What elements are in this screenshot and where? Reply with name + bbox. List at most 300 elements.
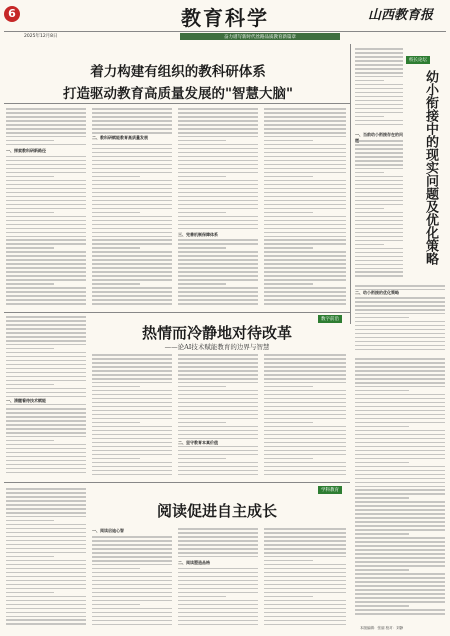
text-line [92, 422, 140, 424]
text-line [264, 287, 346, 289]
text-line [6, 144, 86, 146]
text-line [178, 608, 258, 610]
text-line [178, 168, 258, 170]
text-line [6, 220, 86, 222]
text-line [178, 140, 226, 142]
text-line [355, 458, 445, 460]
sidebar-intro [355, 48, 403, 128]
text-line [92, 283, 140, 285]
text-line [355, 60, 403, 62]
text-line [178, 366, 258, 368]
middle-column-2 [92, 354, 172, 478]
text-line [355, 513, 445, 515]
text-line [264, 438, 346, 440]
text-line [264, 458, 313, 460]
text-line [6, 492, 86, 494]
text-line [178, 414, 258, 416]
text-line [355, 116, 384, 118]
issue-date: 2025年12月8日 [24, 34, 58, 39]
text-line [264, 556, 346, 558]
text-line [92, 556, 172, 558]
text-line [178, 271, 258, 273]
text-line [92, 454, 172, 456]
text-line [264, 572, 346, 574]
page-number-text: 6 [8, 7, 16, 20]
text-line [178, 584, 258, 586]
text-line [355, 120, 403, 122]
text-line [6, 324, 86, 326]
text-line [178, 600, 258, 602]
text-line [6, 580, 86, 582]
text-line [178, 362, 258, 364]
text-line [6, 108, 86, 110]
text-line [6, 316, 86, 318]
text-line [355, 430, 445, 432]
text-line [355, 184, 403, 186]
text-line [92, 358, 172, 360]
text-line [355, 305, 445, 307]
text-line [6, 388, 86, 390]
text-line [264, 474, 346, 476]
text-line [264, 251, 346, 253]
text-line [6, 271, 86, 273]
text-line [6, 224, 86, 226]
text-line [264, 283, 313, 285]
text-line [355, 470, 445, 472]
text-line [92, 232, 172, 234]
text-line [355, 601, 445, 603]
text-line [6, 528, 86, 530]
text-line [264, 402, 346, 404]
text-line [92, 120, 172, 122]
text-line [92, 354, 172, 356]
text-line [178, 544, 258, 546]
text-line [6, 124, 86, 126]
text-line [92, 390, 172, 392]
text-line [355, 160, 403, 162]
text-line [178, 552, 258, 554]
text-line [178, 616, 258, 618]
text-line [178, 120, 258, 122]
text-line [178, 410, 258, 412]
text-line [355, 345, 445, 347]
text-line [178, 556, 258, 558]
text-line [92, 287, 172, 289]
text-line [6, 184, 86, 186]
text-line [6, 208, 86, 210]
text-line [355, 236, 403, 238]
middle-subtitle: ——论AI技术赋能教育的边界与智慧 [164, 343, 270, 351]
text-line [355, 438, 445, 440]
text-line [355, 192, 403, 194]
text-line [355, 585, 445, 587]
bottom-subhead-2: 二、阅读塑造品格 [178, 560, 258, 566]
text-line [6, 188, 86, 190]
text-line [92, 144, 172, 146]
text-line [6, 128, 86, 130]
text-line [355, 386, 445, 388]
text-line [264, 450, 346, 452]
text-line [178, 188, 258, 190]
text-line [178, 450, 258, 452]
text-line [355, 597, 445, 599]
text-line [355, 156, 403, 158]
text-line [355, 248, 403, 250]
text-line [355, 216, 403, 218]
text-line [355, 609, 445, 611]
text-line [355, 406, 445, 408]
text-line [355, 426, 409, 428]
text-line [355, 240, 403, 242]
text-line [92, 204, 172, 206]
text-line [355, 68, 403, 70]
text-line [178, 576, 258, 578]
text-line [92, 196, 172, 198]
text-line [178, 243, 258, 245]
text-line [264, 414, 346, 416]
text-line [355, 557, 445, 559]
text-line [92, 552, 172, 554]
text-line [92, 200, 172, 202]
text-line [178, 358, 258, 360]
text-line [178, 402, 258, 404]
text-line [178, 528, 258, 530]
text-line [355, 374, 445, 376]
text-line [92, 208, 172, 210]
text-line [264, 120, 346, 122]
text-line [178, 148, 258, 150]
sidebar-subhead-2: 二、幼小衔接的优化策略 [355, 290, 445, 296]
text-line [178, 434, 258, 436]
text-line [264, 259, 346, 261]
text-line [264, 188, 346, 190]
text-line [355, 301, 445, 303]
text-line [6, 544, 86, 546]
text-line [355, 84, 403, 86]
text-line [355, 252, 403, 254]
lead-subhead-1: 一、探索教科研新路径 [6, 148, 86, 154]
text-line [92, 402, 172, 404]
text-line [92, 592, 172, 594]
bottom-column-2 [92, 536, 172, 628]
text-line [355, 148, 403, 150]
text-line [264, 160, 346, 162]
text-line [92, 620, 172, 622]
text-line [92, 160, 172, 162]
text-line [355, 446, 445, 448]
middle-column-3 [178, 354, 258, 478]
text-line [178, 251, 258, 253]
lead-column-4 [264, 108, 346, 308]
text-line [264, 224, 346, 226]
text-line [6, 344, 86, 346]
text-line [178, 454, 258, 456]
text-line [355, 505, 445, 507]
text-line [6, 360, 86, 362]
text-line [178, 354, 258, 356]
text-line [355, 204, 403, 206]
text-line [6, 488, 86, 490]
text-line [6, 496, 86, 498]
text-line [6, 140, 54, 142]
text-line [92, 116, 172, 118]
middle-tag: 数字前沿 [318, 315, 342, 323]
text-line [6, 295, 86, 297]
text-line [355, 275, 403, 277]
text-line [178, 474, 258, 476]
text-line [355, 489, 445, 491]
text-line [92, 251, 172, 253]
text-line [92, 220, 172, 222]
text-line [92, 132, 172, 134]
text-line [92, 624, 172, 626]
text-line [264, 604, 346, 606]
text-line [6, 412, 86, 414]
text-line [178, 255, 258, 257]
text-line [92, 434, 172, 436]
bottom-subhead-1: 一、阅读启迪心智 [92, 528, 124, 533]
text-line [6, 364, 86, 366]
text-line [355, 390, 409, 392]
text-line [264, 410, 346, 412]
text-line [178, 466, 258, 468]
text-line [6, 600, 86, 602]
text-line [355, 220, 403, 222]
text-line [6, 291, 86, 293]
text-line [6, 564, 86, 566]
text-line [355, 112, 403, 114]
text-line [92, 414, 172, 416]
masthead-rule [4, 31, 446, 32]
text-line [92, 584, 172, 586]
text-line [92, 263, 172, 265]
text-line [355, 493, 445, 495]
text-line [6, 168, 86, 170]
text-line [178, 164, 258, 166]
text-line [6, 380, 86, 382]
text-line [6, 255, 86, 257]
text-line [178, 156, 258, 158]
middle-divider [4, 312, 350, 313]
text-line [6, 368, 86, 370]
text-line [92, 446, 172, 448]
text-line [355, 370, 445, 372]
text-line [264, 303, 346, 305]
text-line [264, 394, 346, 396]
text-line [355, 541, 445, 543]
text-line [92, 458, 140, 460]
text-line [6, 384, 54, 386]
text-line [355, 474, 445, 476]
text-line [6, 604, 86, 606]
text-line [264, 184, 346, 186]
text-line [92, 588, 172, 590]
text-line [6, 612, 86, 614]
text-line [264, 172, 346, 174]
text-line [92, 291, 172, 293]
text-line [264, 164, 346, 166]
text-line [355, 462, 409, 464]
text-line [355, 321, 445, 323]
text-line [355, 605, 409, 607]
text-line [178, 462, 258, 464]
text-line [264, 382, 346, 384]
middle-subhead-1: 一、清醒看待技术赋能 [6, 398, 86, 404]
text-line [355, 553, 445, 555]
text-line [92, 374, 172, 376]
text-line [178, 263, 258, 265]
text-line [6, 376, 86, 378]
text-line [6, 156, 86, 158]
text-line [264, 176, 313, 178]
text-line [178, 136, 258, 138]
text-line [92, 576, 172, 578]
text-line [178, 200, 258, 202]
text-line [92, 243, 172, 245]
text-line [355, 88, 403, 90]
text-line [178, 196, 258, 198]
text-line [264, 116, 346, 118]
text-line [355, 313, 445, 315]
text-line [178, 390, 258, 392]
text-line [355, 285, 445, 287]
sidebar-label: 校长论坛 [406, 56, 430, 64]
middle-column-1 [6, 316, 86, 410]
text-line [355, 188, 403, 190]
text-line [178, 540, 258, 542]
text-line [264, 239, 346, 241]
text-line [6, 263, 86, 265]
text-line [355, 256, 403, 258]
text-line [6, 251, 86, 253]
text-line [6, 504, 86, 506]
text-line [92, 564, 172, 566]
text-line [178, 303, 258, 305]
text-line [264, 236, 346, 238]
text-line [92, 112, 172, 114]
text-line [6, 616, 86, 618]
text-line [178, 212, 226, 214]
text-line [355, 434, 445, 436]
text-line [178, 572, 258, 574]
text-line [92, 180, 172, 182]
text-line [355, 454, 445, 456]
text-line [264, 192, 346, 194]
text-line [178, 592, 258, 594]
text-line [6, 416, 86, 418]
text-line [355, 521, 445, 523]
text-line [6, 619, 86, 621]
text-line [264, 132, 346, 134]
text-line [6, 160, 86, 162]
text-line [6, 452, 86, 454]
text-line [355, 362, 445, 364]
text-line [264, 624, 346, 626]
text-line [264, 354, 346, 356]
text-line [92, 275, 172, 277]
text-line [6, 320, 86, 322]
text-line [355, 486, 445, 488]
text-line [355, 525, 445, 527]
text-line [264, 386, 313, 388]
text-line [355, 104, 403, 106]
text-line [6, 572, 86, 574]
text-line [178, 295, 258, 297]
text-line [92, 410, 172, 412]
text-line [92, 544, 172, 546]
lead-column-1 [6, 108, 86, 308]
text-line [264, 528, 346, 530]
text-line [6, 428, 86, 430]
text-line [92, 572, 172, 574]
text-line [92, 418, 172, 420]
text-line [355, 208, 384, 210]
text-line [92, 604, 140, 606]
text-line [6, 464, 86, 466]
text-line [92, 612, 172, 614]
text-line [92, 188, 172, 190]
text-line [355, 589, 445, 591]
text-line [355, 64, 403, 66]
text-line [355, 349, 445, 351]
text-line [92, 600, 172, 602]
text-line [92, 442, 172, 444]
text-line [355, 329, 445, 331]
text-line [178, 267, 258, 269]
text-line [355, 212, 403, 214]
text-line [264, 152, 346, 154]
sidebar-title: 幼小衔接中的现实问题及优化策略 [423, 70, 438, 265]
text-line [264, 576, 346, 578]
text-line [92, 426, 172, 428]
text-line [264, 243, 346, 245]
text-line [6, 180, 86, 182]
text-line [178, 422, 226, 424]
text-line [92, 474, 172, 476]
text-line [264, 596, 313, 598]
text-line [264, 220, 346, 222]
text-line [92, 470, 172, 472]
text-line [355, 613, 445, 615]
text-line [92, 228, 172, 230]
text-line [178, 275, 258, 277]
text-line [355, 100, 403, 102]
text-line [6, 216, 86, 218]
text-line [92, 394, 172, 396]
text-line [355, 577, 445, 579]
text-line [92, 128, 172, 130]
middle-title: 热情而冷静地对待改革 [141, 324, 292, 342]
text-line [355, 497, 409, 499]
text-line [355, 402, 445, 404]
text-line [355, 260, 403, 262]
text-line [264, 180, 346, 182]
section-title: 教育科学 [181, 6, 269, 30]
text-line [178, 208, 258, 210]
text-line [92, 370, 172, 372]
text-line [6, 560, 86, 562]
text-line [355, 72, 403, 74]
text-line [92, 184, 172, 186]
text-line [6, 516, 86, 518]
text-line [355, 224, 403, 226]
text-line [6, 164, 86, 166]
text-line [264, 588, 346, 590]
text-line [92, 239, 172, 241]
text-line [178, 192, 258, 194]
text-line [92, 259, 172, 261]
text-line [264, 366, 346, 368]
